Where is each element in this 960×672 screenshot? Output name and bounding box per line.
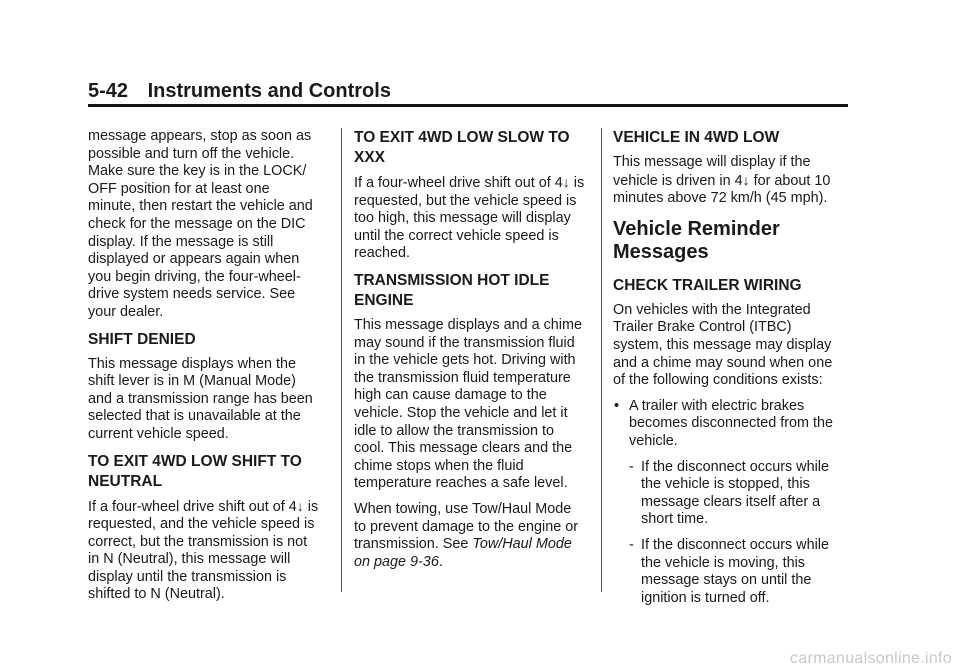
- sub-list-item: [613, 537, 845, 607]
- sub-list-item: [613, 459, 845, 529]
- text: When towing, use Tow/Haul Mode to prevent damage to the engine or transmission. See: [354, 500, 579, 553]
- heading-shift-denied: SHIFT DENIED: [88, 330, 196, 348]
- paragraph-check-trailer: On vehicles with the Integrated Trailer Brake Control (ITBC) system, this message may display and a chime may sound when one of the following conditions exists:: [613, 301, 833, 389]
- column-2: [354, 128, 586, 579]
- header-rule: [88, 104, 848, 107]
- page-number: 5-42: [88, 80, 129, 102]
- watermark: carmanualsonline.info: [790, 650, 952, 667]
- cross-reference-link[interactable]: Tow/Haul Mode on page 9-36: [354, 536, 572, 570]
- text: .: [438, 553, 443, 570]
- paragraph-transmission-hot: This message displays and a chime may sound if the transmission fluid in the vehicle gets hot. Driving with the transmission fluid temperature high can cause damage to the vehicle. Stop the vehicle and let it idle to allow the transmission to cool. This message clears and the chime stops when the fluid temperature reaches a safe level.: [354, 316, 582, 492]
- heading-exit-slow: TO EXIT 4WD LOW SLOW TO XXX: [354, 129, 570, 166]
- text: is requested, but the vehicle speed is too high, this message will display until the correct vehicle speed is reached.: [354, 175, 585, 262]
- heading-vehicle-4wd-low: VEHICLE IN 4WD LOW: [613, 129, 780, 146]
- text: This message will display if the vehicle is driven in 4: [613, 154, 811, 189]
- paragraph-exit-neutral: [88, 498, 320, 605]
- paragraph-continued: message appears, stop as soon as possible and turn off the vehicle. Make sure the key is in the LOCK/ OFF position for at least one minute, then restart the vehicle and check for the message on the DIC display. If the message is still displayed or appears again when you begin driving, the four-wheel-drive system needs service. See your dealer.: [88, 128, 313, 320]
- text: If a four-wheel drive shift out of 4: [354, 175, 563, 191]
- list-item: [613, 398, 845, 451]
- section-title: Instruments and Controls: [147, 80, 391, 102]
- text: for about 10 minutes above 72 km/h (45 mph).: [613, 172, 831, 207]
- page-header: [88, 80, 391, 103]
- column-1: [88, 128, 320, 612]
- text: is requested, and the vehicle speed is correct, but the transmission is not in N (Neutral), this message will display until the transmission is shifted to N (Neutral).: [88, 498, 319, 603]
- text: If the disconnect occurs while the vehicle is moving, this message stays on until the ignition is turned off.: [641, 536, 829, 606]
- heading-check-trailer: CHECK TRAILER WIRING: [613, 276, 802, 294]
- paragraph-shift-denied: This message displays when the shift lever is in M (Manual Mode) and a transmission range has been selected that is unavailable at the current vehicle speed.: [88, 355, 313, 442]
- bullet-icon: •: [614, 397, 620, 414]
- section-heading: Vehicle Reminder Messages: [613, 217, 780, 263]
- dash-icon: -: [629, 536, 634, 553]
- heading-exit-neutral: TO EXIT 4WD LOW SHIFT TO NEUTRAL: [88, 452, 302, 490]
- text: If a four-wheel drive shift out of 4: [88, 498, 297, 515]
- low-range-arrow-icon: ↓: [296, 497, 304, 514]
- low-range-arrow-icon: ↓: [562, 174, 570, 190]
- heading-transmission-hot: TRANSMISSION HOT IDLE ENGINE: [354, 271, 550, 309]
- column-3: [613, 128, 845, 615]
- column-divider: [601, 128, 602, 592]
- paragraph-vehicle-4wd-low: [613, 154, 845, 208]
- low-range-arrow-icon: ↓: [742, 171, 750, 188]
- paragraph-towing: [354, 501, 586, 571]
- column-divider: [341, 128, 342, 592]
- paragraph-exit-slow: [354, 174, 586, 263]
- text: A trailer with electric brakes becomes disconnected from the vehicle.: [629, 397, 833, 449]
- text: If the disconnect occurs while the vehicle is stopped, this message clears itself after a short time.: [641, 458, 829, 528]
- dash-icon: -: [629, 458, 634, 475]
